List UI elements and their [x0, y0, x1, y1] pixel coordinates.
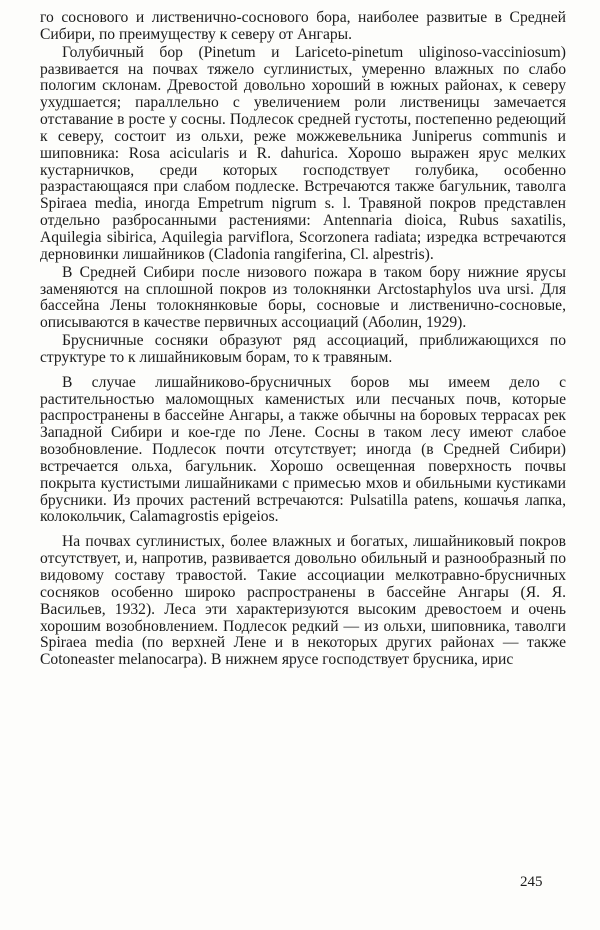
page-number: 245 [520, 874, 543, 890]
paragraph-cowberry-pine-stands: Брусничные сосняки образуют ряд ассоциаций, приближающихся по структуре то к лишайниковым борам, то к травяным. [40, 332, 566, 366]
paragraph-lichen-cowberry-forests: В случае лишайниково-брусничных боров мы имеем дело с растительностью маломощных каменистых или песчаных почв, которые распространены в бассейне Ангары, а также обычны на боровых террасах рек Западной Сибири и кое-где по Лене. Сосны в таком лесу имеют слабое возобновление. Подлесок почти отсутствует; иногда (в Средней Сибири) встречается ольха, багульник. Хорошо освещенная поверхность почвы покрыта кустистыми лишайниками с примесью мхов и обильными кустиками брусники. Из прочих растений встречаются: Pulsatilla patens, кошачья лапка, колокольчик, Calamagrostis epigeios. [40, 373, 566, 526]
paragraph-bilberry-pine-forest: Голубичный бор (Pinetum и Lariceto-pinetum uliginoso-vacciniosum) развивается на почвах тяжело суглинистых, умеренно влажных по слабо пологим склонам. Древостой довольно хороший в южных районах, к северу ухудшается; параллельно с увеличением роли лиственицы замечается отставание в росте у сосны. Подлесок средней густоты, постепенно редеющий к северу, состоит из ольхи, реже можжевельника Juniperus communis и шиповника: Rosa acicularis и R. dahurica. Хорошо выражен ярус мелких кустарничков, среди которых господствует голубика, особенно разрастающаяся при слабом подлеске. Встречаются также багульник, таволга Spiraea media, иногда Empetrum nigrum s. l. Травяной покров представлен отдельно разбросанными растениями: Antennaria dioica, Rubus saxatilis, Aquilegia sibirica, Aquilegia parviflora, Scorzonera radiata; изредка встречаются дерновинки лишайников (Cladonia rangiferina, Cl. alpestris). [40, 43, 566, 263]
body-text [40, 10, 566, 669]
paragraph-bearberry-cover: В Средней Сибири после низового пожара в таком бору нижние ярусы заменяются на сплошной покров из толокнянки Arctostaphylos uva ursi. Для бассейна Лены толокнянковые боры, сосновые и лиственично-сосновые, описываются в качестве первичных ассоциаций (Аболин, 1929). [40, 263, 566, 332]
paragraph-continuation: го соснового и лиственично-соснового бора, наиболее развитые в Средней Сибири, по преимуществу к северу от Ангары. [40, 9, 566, 43]
paragraph-loam-soils: На почвах суглинистых, более влажных и богатых, лишайниковый покров отсутствует, и, напротив, развивается довольно обильный и разнообразный по видовому составу травостой. Такие ассоциации мелкотравно-брусничных сосняков особенно широко распространены в бассейне Ангары (Я. Я. Васильев, 1932). Леса эти характеризуются высоким древостоем и очень хорошим возобновлением. Подлесок редкий — из ольхи, шиповника, таволги Spiraea media (по верхней Лене и в некоторых других районах — также Cotoneaster melanocarpa). В нижнем ярусе господствует брусника, ирис [40, 533, 566, 669]
